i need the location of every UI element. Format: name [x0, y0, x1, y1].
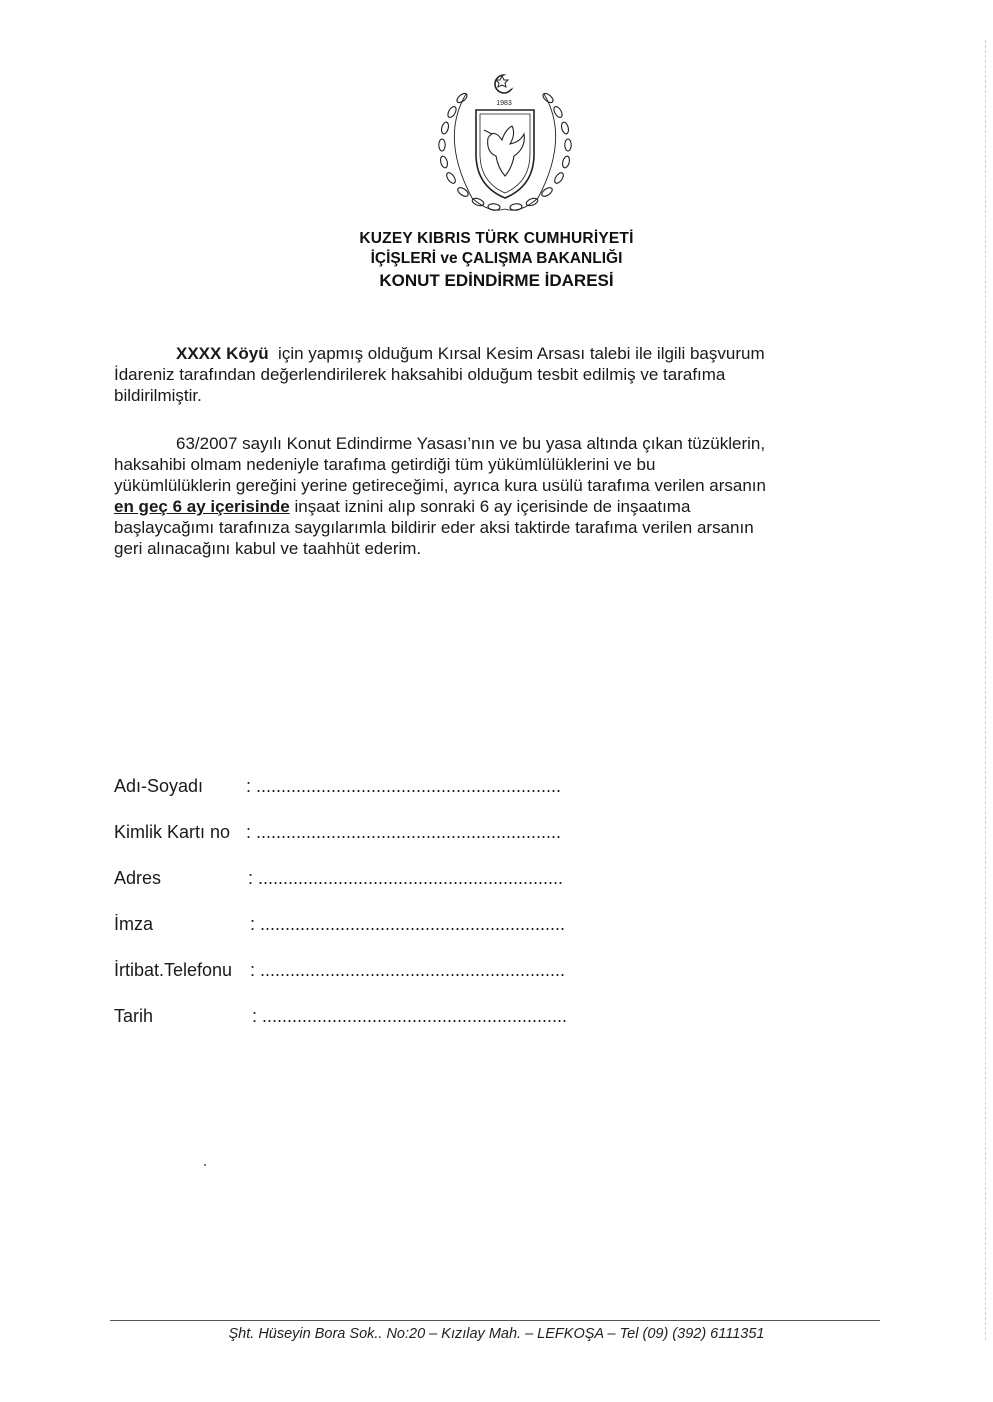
footer-address: Şht. Hüseyin Bora Sok.. No:20 – Kızılay Mah. – LEFKOŞA – Tel (09) (392) 6111351: [228, 1326, 765, 1342]
paragraph-application: [114, 343, 896, 406]
field-name-blank[interactable]: : .............................................................: [246, 776, 562, 796]
scan-edge: [985, 40, 987, 1340]
deadline-emphasis: en geç 6 ay içerisinde: [114, 497, 290, 516]
field-id-card-label: Kimlik Kartı no: [114, 822, 231, 842]
emblem-year: 1983: [496, 100, 512, 107]
header-office: KONUT EDİNDİRME İDARESİ: [379, 271, 614, 290]
paragraph2-line4: [114, 496, 896, 517]
paragraph2-line6: geri alınacağını kabul ve taahhüt ederim.: [114, 539, 422, 558]
field-address: [114, 868, 674, 892]
paragraph1-line1: [114, 343, 896, 364]
field-name-label: Adı-Soyadı: [114, 776, 204, 796]
field-date-label: Tarih: [114, 1006, 154, 1026]
header-country: KUZEY KIBRIS TÜRK CUMHURİYETİ: [359, 230, 634, 247]
field-id-card: [114, 822, 674, 846]
field-phone-blank[interactable]: : .............................................................: [250, 960, 566, 980]
paragraph-commitment: [114, 433, 896, 559]
scan-speck: [204, 1164, 206, 1166]
field-id-card-blank[interactable]: : .............................................................: [246, 822, 562, 842]
field-phone-label: İrtibat.Telefonu: [114, 960, 233, 980]
field-name: [114, 776, 674, 800]
field-signature-label: İmza: [114, 914, 154, 934]
field-phone: [114, 960, 674, 984]
field-address-label: Adres: [114, 868, 162, 888]
paragraph1-line2: İdareniz tarafından değerlendirilerek haksahibi olduğum tesbit edilmiş ve tarafıma: [114, 365, 726, 384]
field-date-blank[interactable]: : .............................................................: [252, 1006, 568, 1026]
field-signature: [114, 914, 674, 938]
paragraph1-line1-rest: için yapmış olduğum Kırsal Kesim Arsası talebi ile ilgili başvurum: [268, 344, 765, 363]
field-signature-blank[interactable]: : .............................................................: [250, 914, 566, 934]
footer-divider: [110, 1320, 880, 1321]
paragraph2-line2: haksahibi olmam nedeniyle tarafıma getirdiği tüm yükümlülüklerini ve bu: [114, 455, 656, 474]
field-address-blank[interactable]: : .............................................................: [248, 868, 564, 888]
paragraph2-line5: başlaycağımı tarafınıza saygılarımla bildirir eder aksi taktirde tarafıma verilen arsanın: [114, 518, 754, 537]
paragraph2-line4-rest: inşaat iznini alıp sonraki 6 ay içerisinde de inşaatıma: [289, 497, 691, 516]
paragraph1-line3: bildirilmiştir.: [114, 386, 202, 405]
field-date: [114, 1006, 674, 1030]
header-ministry: İÇİŞLERİ ve ÇALIŞMA BAKANLIĞI: [370, 250, 623, 267]
paragraph2-line1: 63/2007 sayılı Konut Edindirme Yasası’nın ve bu yasa altında çıkan tüzüklerin,: [176, 434, 766, 453]
paragraph2-line3: yükümlülüklerin gereğini yerine getireceğimi, ayrıca kura usülü tarafıma verilen arsanın: [114, 476, 766, 495]
village-name: XXXX Köyü: [176, 344, 269, 363]
state-emblem-icon: [432, 68, 578, 216]
